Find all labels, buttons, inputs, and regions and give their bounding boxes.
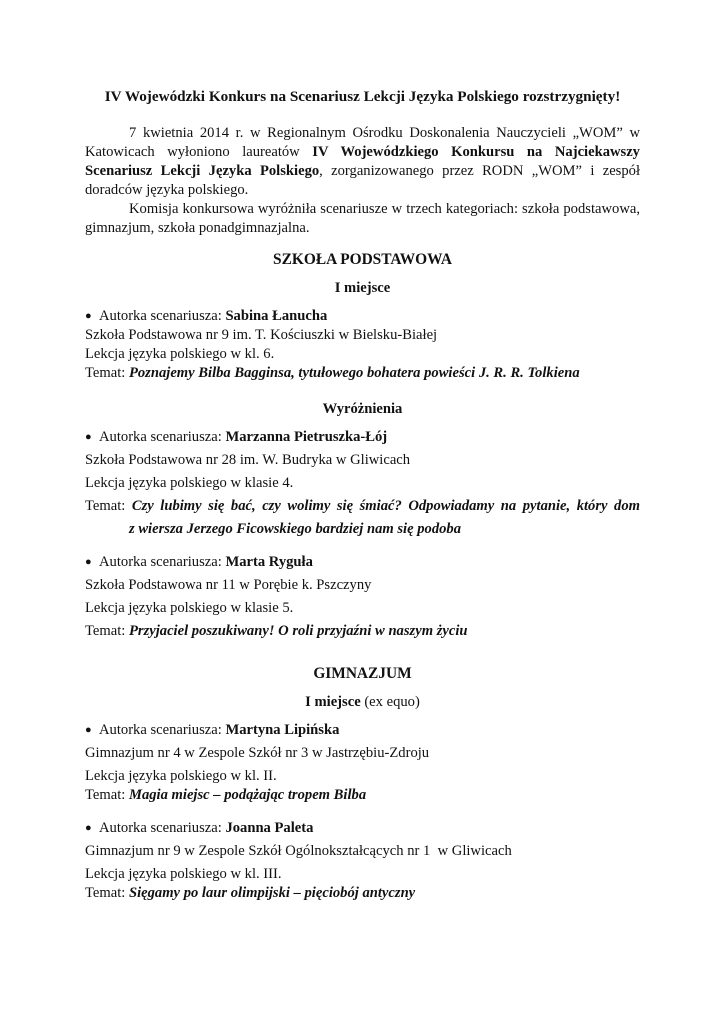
entry-joanna-paleta: [85, 819, 640, 903]
topic-label: Temat:: [85, 787, 129, 803]
topic-label: Temat:: [85, 623, 129, 639]
topic-label: Temat:: [85, 885, 129, 901]
school-line: Gimnazjum nr 9 w Zespole Szkół Ogólnokształcących nr 1 w Gliwicach: [85, 843, 512, 859]
author-name: Martyna Lipińska: [225, 722, 340, 738]
section-heading-primary-school: SZKOŁA PODSTAWOWA: [273, 251, 452, 268]
topic-line: [85, 786, 640, 805]
ex-equo-note: (ex equo): [360, 694, 420, 710]
author-label: Autorka scenariusza:: [99, 820, 226, 836]
first-place-label: I miejsce: [305, 694, 361, 710]
section-heading-middle-school: GIMNAZJUM: [313, 665, 412, 682]
entry-marzanna-pietruszka-loj: [85, 428, 640, 539]
topic-line: [85, 364, 640, 383]
document-page: [85, 88, 640, 903]
contest-name: IV Wojewódzkiego Konkursu na Najciekawszy Scenariusz Lekcji Języka Polskiego: [85, 144, 640, 179]
school-line: Szkoła Podstawowa nr 9 im. T. Kościuszki w Bielsku-Białej: [85, 327, 438, 343]
topic-text-line-2: z wiersza Jerzego Ficowskiego bardziej nam się podoba: [129, 521, 462, 537]
author-line: [85, 721, 640, 740]
school-line: Szkoła Podstawowa nr 11 w Porębie k. Pszczyny: [85, 577, 372, 593]
topic-text-line-1: Czy lubimy się bać, czy wolimy się śmiać? Odpowiadamy na pytanie, który dom: [131, 498, 640, 514]
bullet-icon: ●: [85, 822, 92, 834]
lesson-line: Lekcja języka polskiego w klasie 4.: [85, 475, 294, 491]
intro-paragraph-1: [85, 124, 640, 200]
topic-label: Temat:: [85, 498, 132, 514]
author-label: Autorka scenariusza:: [99, 429, 226, 445]
bullet-icon: ●: [85, 556, 92, 568]
author-line: [85, 428, 640, 447]
school-line: Szkoła Podstawowa nr 28 im. W. Budryka w Gliwicach: [85, 452, 411, 468]
topic-label: Temat:: [85, 365, 129, 381]
topic-text: Przyjaciel poszukiwany! O roli przyjaźni w naszym życiu: [128, 623, 468, 639]
first-place-heading-primary: I miejsce: [334, 280, 391, 296]
first-place-heading-middle: [85, 694, 640, 711]
lesson-line: Lekcja języka polskiego w kl. 6.: [85, 346, 275, 362]
lesson-line: Lekcja języka polskiego w kl. II.: [85, 768, 277, 784]
intro-text-b: , zorganizowanego przez RODN „WOM” i zespół doradców języka polskiego.: [85, 163, 641, 198]
intro-paragraph-2: Komisja konkursowa wyróżniła scenariusze w trzech kategoriach: szkoła podstawowa, gimnazjum, szkoła ponadgimnazjalna.: [85, 201, 640, 236]
topic-line: [85, 884, 640, 903]
author-name: Marzanna Pietruszka-Łój: [225, 429, 388, 445]
lesson-line: Lekcja języka polskiego w klasie 5.: [85, 600, 294, 616]
topic-text: Magia miejsc – podążając tropem Bilba: [128, 787, 367, 803]
intro-text-a: 7 kwietnia 2014 r. w Regionalnym Ośrodku Doskonalenia Nauczycieli „WOM” w Katowicach wyłoniono laureatów: [85, 125, 640, 160]
lesson-line: Lekcja języka polskiego w kl. III.: [85, 866, 282, 882]
author-name: Sabina Łanucha: [225, 308, 328, 324]
distinctions-heading: Wyróżnienia: [322, 401, 403, 417]
entry-sabina-lanucha: [85, 307, 640, 383]
author-line: [85, 819, 640, 838]
bullet-icon: ●: [85, 431, 92, 443]
author-label: Autorka scenariusza:: [99, 722, 226, 738]
topic-text: Poznajemy Bilba Bagginsa, tytułowego bohatera powieści J. R. R. Tolkiena: [128, 365, 580, 381]
topic-text: Sięgamy po laur olimpijski – pięciobój antyczny: [128, 885, 416, 901]
topic-line: [85, 497, 640, 516]
author-label: Autorka scenariusza:: [99, 308, 226, 324]
topic-line: [85, 622, 640, 641]
entry-marta-rygula: [85, 553, 640, 641]
author-name: Joanna Paleta: [225, 820, 314, 836]
school-line: Gimnazjum nr 4 w Zespole Szkół nr 3 w Jastrzębiu-Zdroju: [85, 745, 430, 761]
document-title: IV Wojewódzki Konkurs na Scenariusz Lekcji Języka Polskiego rozstrzygnięty!: [104, 88, 621, 105]
bullet-icon: ●: [85, 724, 92, 736]
author-line: [85, 307, 640, 326]
author-line: [85, 553, 640, 572]
entry-martyna-lipinska: [85, 721, 640, 805]
author-label: Autorka scenariusza:: [99, 554, 226, 570]
author-name: Marta Ryguła: [225, 554, 313, 570]
bullet-icon: ●: [85, 310, 92, 322]
